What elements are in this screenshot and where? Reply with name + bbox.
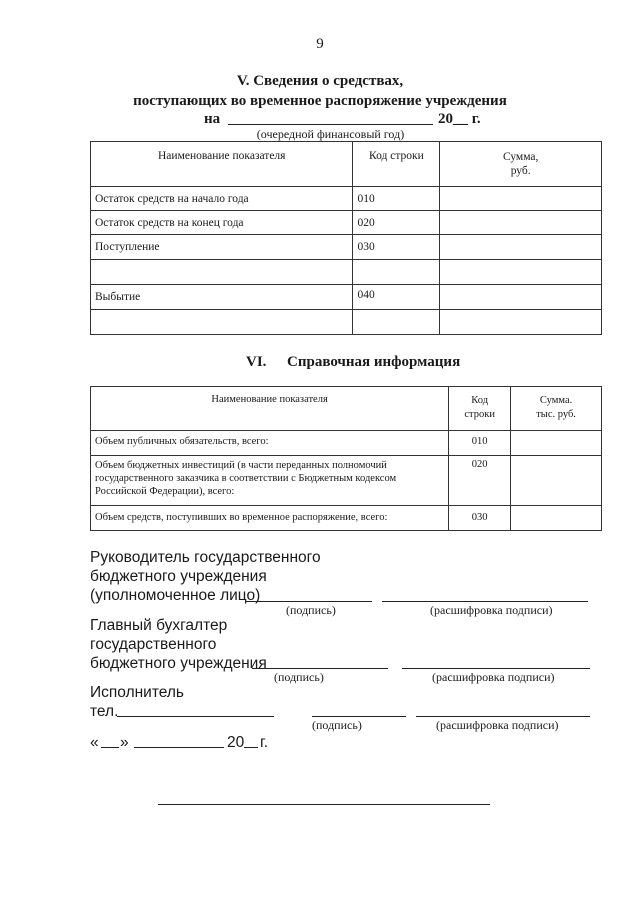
date-suffix: г.: [260, 734, 269, 751]
row-sum: [440, 211, 602, 235]
section5-title-year: 20__ г.: [438, 111, 481, 127]
section5-title-prefix: на: [204, 111, 221, 127]
header-code: Код строки: [449, 387, 511, 431]
fiscal-year-caption: (очередной финансовый год): [256, 127, 405, 141]
head-title-line2: бюджетного учреждения: [90, 568, 267, 585]
header-sum: Сумма. тыс. руб.: [511, 387, 602, 431]
executor-decode-line[interactable]: [416, 716, 590, 717]
row-code: 020: [449, 456, 511, 506]
section5-table: [90, 141, 602, 335]
accountant-signature-line[interactable]: [252, 668, 388, 669]
header-name: Наименование показателя: [91, 387, 449, 431]
row-code: 010: [353, 187, 440, 211]
row-code: 030: [449, 506, 511, 531]
section6-title: Справочная информация: [287, 354, 461, 370]
head-title-line1: Руководитель государственного: [90, 549, 321, 566]
section6-number: VI.: [246, 354, 267, 370]
date-year: 20: [227, 734, 245, 751]
section5-title-line2: поступающих во временное распоряжение учреждения: [133, 93, 507, 109]
row-name: Объем публичных обязательств, всего:: [91, 431, 449, 456]
executor-label: Исполнитель: [90, 684, 184, 701]
executor-signature-line[interactable]: [312, 716, 406, 717]
row-code: 030: [353, 235, 440, 260]
row-code: [353, 310, 440, 335]
row-name: Поступление: [91, 235, 353, 260]
table-row: [91, 187, 602, 211]
date-day-line[interactable]: [101, 747, 119, 748]
head-title-line3: (уполномоченное лицо): [90, 587, 261, 604]
head-decode-line[interactable]: [382, 601, 588, 602]
accountant-title-line3: бюджетного учреждения: [90, 655, 267, 672]
row-name: Объем бюджетных инвестиций (в части переданных полномочий государственного заказчика в соответствии с Бюджетным кодексом Российской Федерации), всего:: [91, 456, 449, 506]
accountant-decode-line[interactable]: [402, 668, 590, 669]
head-sign-caption: (подпись): [286, 603, 336, 617]
header-code: Код строки: [353, 142, 440, 187]
section5-title-line1: V. Сведения о средствах,: [236, 73, 404, 89]
accountant-title-line1: Главный бухгалтер: [90, 617, 228, 634]
header-name: Наименование показателя: [91, 142, 353, 187]
accountant-decode-caption: (расшифровка подписи): [432, 670, 555, 684]
row-sum: [511, 456, 602, 506]
header-sum: Сумма, руб.: [440, 142, 602, 187]
row-sum: [440, 187, 602, 211]
row-sum: [440, 285, 602, 310]
head-decode-caption: (расшифровка подписи): [430, 603, 553, 617]
executor-sign-caption: (подпись): [312, 718, 362, 732]
row-sum: [511, 506, 602, 531]
accountant-sign-caption: (подпись): [274, 670, 324, 684]
phone-line[interactable]: [117, 716, 274, 717]
row-code: 020: [353, 211, 440, 235]
date-quote-close: »: [120, 734, 129, 751]
row-name: [91, 310, 353, 335]
row-name: Остаток средств на начало года: [91, 187, 353, 211]
table-row: [91, 310, 602, 335]
date-quote-open: «: [90, 734, 99, 751]
table-row: [91, 506, 602, 531]
row-name: [91, 260, 353, 285]
date-year-line[interactable]: [244, 747, 258, 748]
head-signature-line[interactable]: [246, 601, 372, 602]
row-code: [353, 260, 440, 285]
section6-table: [90, 386, 602, 531]
row-sum: [440, 260, 602, 285]
row-sum: [440, 310, 602, 335]
row-sum: [511, 431, 602, 456]
table-row: [91, 431, 602, 456]
table-row: [91, 456, 602, 506]
phone-label: тел.: [90, 703, 119, 720]
row-code: 010: [449, 431, 511, 456]
table-row: [91, 285, 602, 310]
executor-decode-caption: (расшифровка подписи): [436, 718, 559, 732]
row-name: Выбытие: [91, 285, 353, 310]
row-name: Остаток средств на конец года: [91, 211, 353, 235]
table-row: [91, 235, 602, 260]
accountant-title-line2: государственного: [90, 636, 217, 653]
fiscal-year-line: [228, 124, 433, 125]
page-number: 9: [316, 36, 324, 52]
table-row: [91, 211, 602, 235]
row-code: 040: [353, 285, 440, 310]
date-month-line[interactable]: [134, 747, 224, 748]
bottom-separator-line: [158, 804, 490, 805]
table-row: [91, 260, 602, 285]
row-sum: [440, 235, 602, 260]
row-name: Объем средств, поступивших во временное распоряжение, всего:: [91, 506, 449, 531]
